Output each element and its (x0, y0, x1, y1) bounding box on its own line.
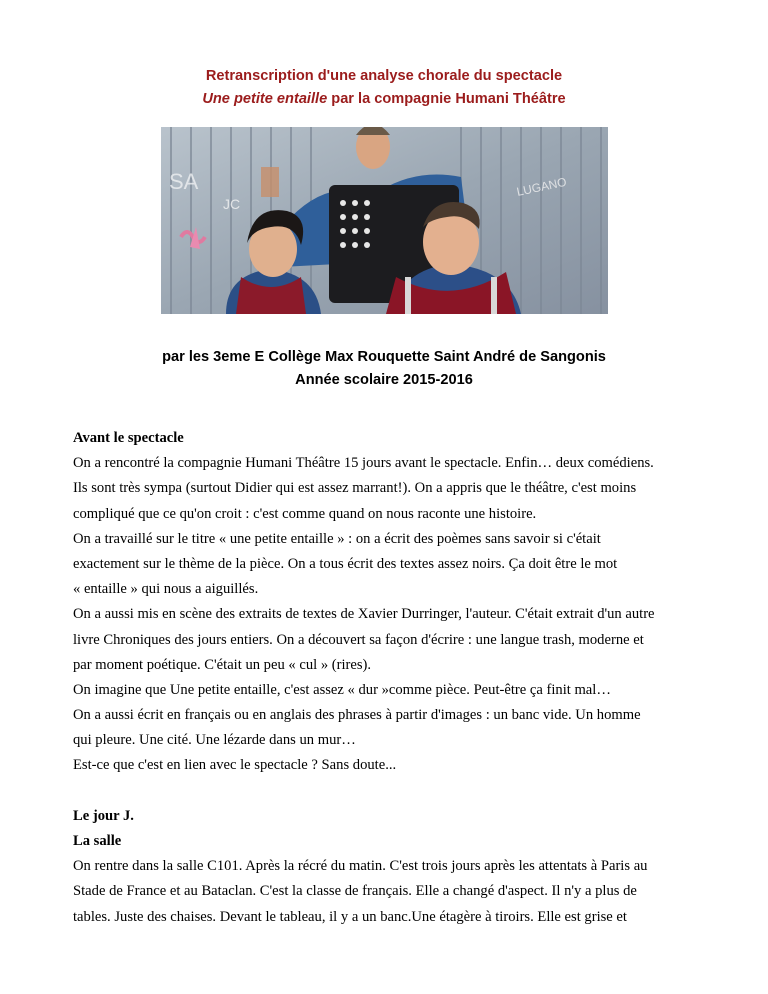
section-heading-before: Avant le spectacle (73, 430, 184, 446)
play-title: Une petite entaille (202, 91, 328, 107)
author-line: par les 3eme E Collège Max Rouquette Saint André de Sangonis (162, 349, 606, 365)
paragraph-line: On a aussi écrit en français ou en anglais des phrases à partir d'images : un banc vide. Un homme (73, 707, 641, 724)
school-year-line: Année scolaire 2015-2016 (295, 372, 473, 388)
graffiti-jc: JC (223, 196, 241, 212)
paragraph-line: livre Chroniques des jours entiers. On a découvert sa façon d'écrire : une langue trash, moderne et (73, 631, 644, 648)
paragraph-line: « entaille » qui nous a aiguillés. (73, 581, 259, 598)
section-heading-room: La salle (73, 833, 122, 849)
paragraph-line: Est-ce que c'est en lien avec le spectacle ? Sans doute... (73, 757, 397, 774)
paragraph-line: On a rencontré la compagnie Humani Théâtre 15 jours avant le spectacle. Enfin… deux comédiens. (73, 455, 654, 472)
paragraph-line: tables. Juste des chaises. Devant le tableau, il y a un banc.Une étagère à tiroirs. Elle est grise et (73, 908, 627, 925)
paragraph-line: On rentre dans la salle C101. Après la récré du matin. C'est trois jours après les attentats à Paris au (73, 858, 648, 875)
paragraph-line: On a travaillé sur le titre « une petite entaille » : on a écrit des poèmes sans savoir si c'était (73, 530, 601, 547)
paragraph-line: On imagine que Une petite entaille, c'est assez « dur »comme pièce. Peut-être ça finit mal… (73, 681, 611, 698)
paragraph-line: Stade de France et au Bataclan. C'est la classe de français. Elle a changé d'aspect. Il n'y a plus de (73, 883, 637, 900)
paragraph-line: On a aussi mis en scène des extraits de textes de Xavier Durringer, l'auteur. C'était extrait d'un autre (73, 606, 655, 623)
document-body (73, 426, 703, 930)
document-title-line2 (0, 91, 768, 107)
paragraph-line: Ils sont très sympa (surtout Didier qui est assez marrant!). On a appris que le théâtre, c'est moins (73, 480, 637, 497)
graffiti-lugano: LUGANO (515, 174, 568, 199)
paragraph-line: exactement sur le thème de la pièce. On a tous écrit des textes assez noirs. Ça doit être le mot (73, 555, 618, 572)
show-photo (161, 127, 608, 314)
blank-line (73, 779, 703, 804)
performers-photo (161, 127, 608, 314)
company-text: par la compagnie Humani Théâtre (327, 91, 566, 107)
document-title-line1: Retranscription d'une analyse chorale du spectacle (205, 68, 563, 84)
graffiti-sa: SA (169, 169, 199, 194)
section-heading-day: Le jour J. (73, 807, 134, 824)
paragraph-line: compliqué que ce qu'on croit : c'est comme quand on nous raconte une histoire. (73, 505, 537, 522)
paragraph-line: qui pleure. Une cité. Une lézarde dans un mur… (73, 732, 356, 749)
paragraph-line: par moment poétique. C'était un peu « cul » (rires). (73, 656, 372, 673)
